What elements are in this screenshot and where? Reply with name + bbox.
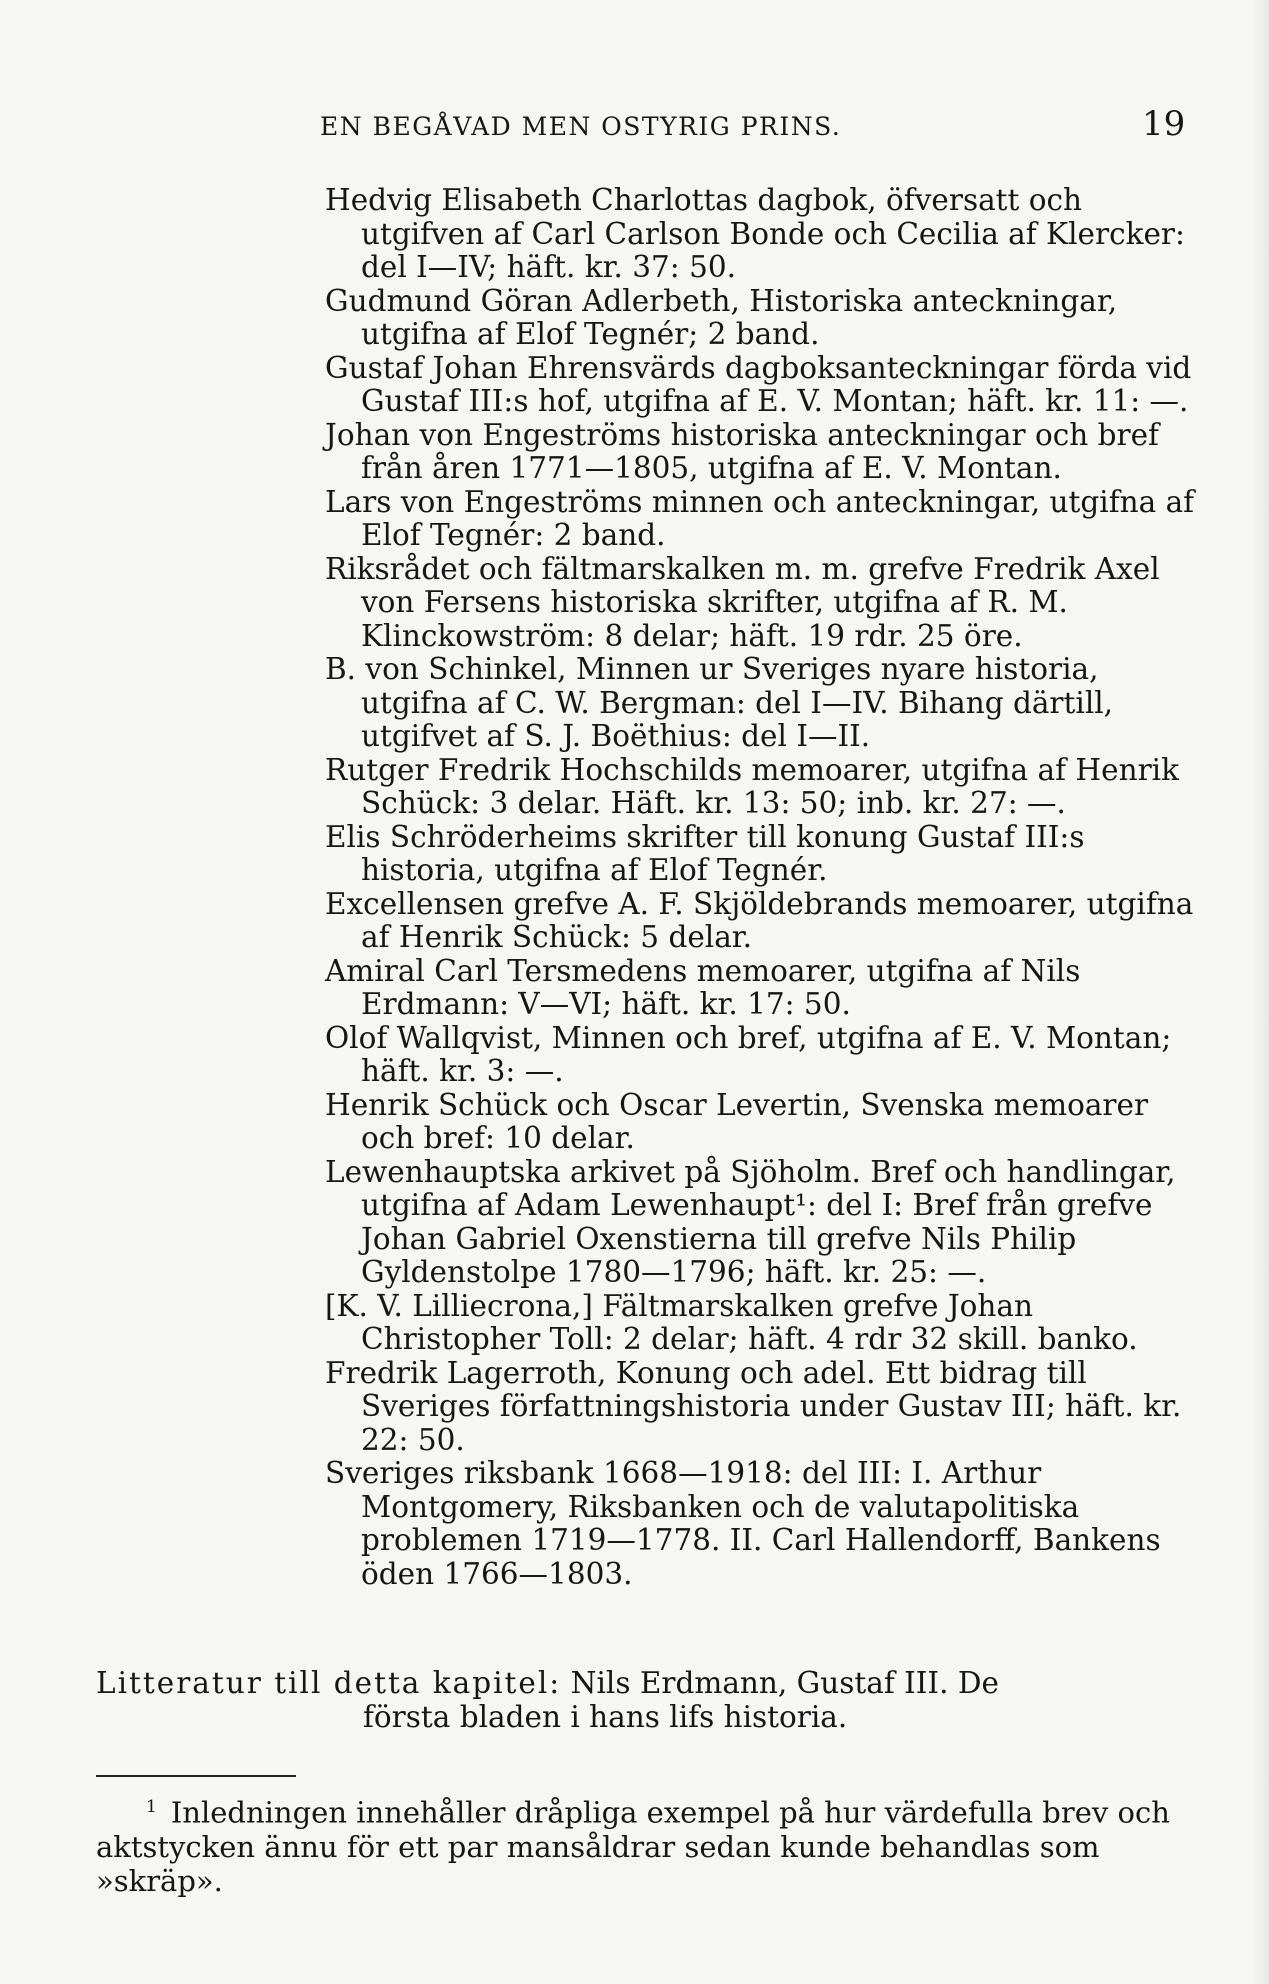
bibliography-entry: B. von Schinkel, Minnen ur Sveriges nyare historia, utgifna af C. W. Bergman: del I—IV. Bihang därtill, utgifvet af S. J. Boëthius: del I—II. [325,652,1114,753]
bibliography-entry: Henrik Schück och Oscar Levertin, Svenska memoarer och bref: 10 delar. [325,1087,1149,1155]
footnote-text: Inledningen innehåller dråpliga exempel på hur värdefulla brev och aktstycken ännu för ett par mansåldrar sedan kunde behandlas som »skräp». [96,1795,1170,1898]
bibliography-entry: Johan von Engeströms historiska anteckningar och bref från åren 1771—1805, utgifna af E. V. Montan. [325,417,1159,485]
bibliography-entry: Amiral Carl Tersmedens memoarer, utgifna af Nils Erdmann: V—VI; häft. kr. 17: 50. [325,953,1081,1021]
bibliography-entry: Rutger Fredrik Hochschilds memoarer, utgifna af Henrik Schück: 3 delar. Häft. kr. 13: 50; inb. kr. 27: —. [325,752,1179,820]
literature-label: Litteratur till detta kapitel: [96,1666,562,1700]
literature-text-line2: första bladen i hans lifs historia. [363,1699,848,1734]
bibliography-entry: Fredrik Lagerroth, Konung och adel. Ett bidrag till Sveriges författningshistoria under Gustav III; häft. kr. 22: 50. [325,1355,1182,1457]
bibliography-list [325,184,1205,1591]
literature-note [96,1667,1205,1734]
literature-text-line1: Nils Erdmann, Gustaf III. De [570,1666,999,1700]
footnote [96,1790,1206,1898]
bibliography-entry: Excellensen grefve A. F. Skjöldebrands memoarer, utgifna af Henrik Schück: 5 delar. [325,886,1194,954]
page-number: 19 [1142,104,1186,144]
footnote-divider [96,1775,296,1777]
bibliography-entry: Lars von Engeströms minnen och anteckningar, utgifna af Elof Tegnér: 2 band. [325,484,1195,552]
footnote-marker: 1 [146,1797,157,1817]
bibliography-entry: Gustaf Johan Ehrensvärds dagboksanteckningar förda vid Gustaf III:s hof, utgifna af E. V. Montan; häft. kr. 11: —. [325,350,1192,418]
bibliography-entry: Sveriges riksbank 1668—1918: del III: I. Arthur Montgomery, Riksbanken och de valutapolitiska problemen 1719—1778. II. Carl Hallendorff, Bankens öden 1766—1803. [325,1456,1161,1591]
scan-edge-shadow [1251,0,1269,1984]
bibliography-entry: Olof Wallqvist, Minnen och bref, utgifna af E. V. Montan; häft. kr. 3: —. [325,1020,1172,1088]
running-title: EN BEGÅVAD MEN OSTYRIG PRINS. [320,112,842,141]
bibliography-entry: [K. V. Lilliecrona,] Fältmarskalken grefve Johan Christopher Toll: 2 delar; häft. 4 rdr 32 skill. banko. [325,1288,1138,1356]
bibliography-entry: Riksrådet och fältmarskalken m. m. grefve Fredrik Axel von Fersens historiska skrifter, utgifna af R. M. Klinckowström: 8 delar; häft. 19 rdr. 25 öre. [325,551,1160,653]
bibliography-entry: Hedvig Elisabeth Charlottas dagbok, öfversatt och utgifven af Carl Carlson Bonde och Cecilia af Klercker: del I—IV; häft. kr. 37: 50. [325,183,1185,284]
bibliography-entry: Elis Schröderheims skrifter till konung Gustaf III:s historia, utgifna af Elof Tegnér. [325,819,1085,887]
bibliography-entry: Lewenhauptska arkivet på Sjöholm. Bref och handlingar, utgifna af Adam Lewenhaupt¹: del I: Bref från grefve Johan Gabriel Oxenstierna till grefve Nils Philip Gyldenstolpe 1780—1796; häft. kr. 25: —. [325,1154,1176,1289]
bibliography-entry: Gudmund Göran Adlerbeth, Historiska anteckningar, utgifna af Elof Tegnér; 2 band. [325,283,1118,351]
